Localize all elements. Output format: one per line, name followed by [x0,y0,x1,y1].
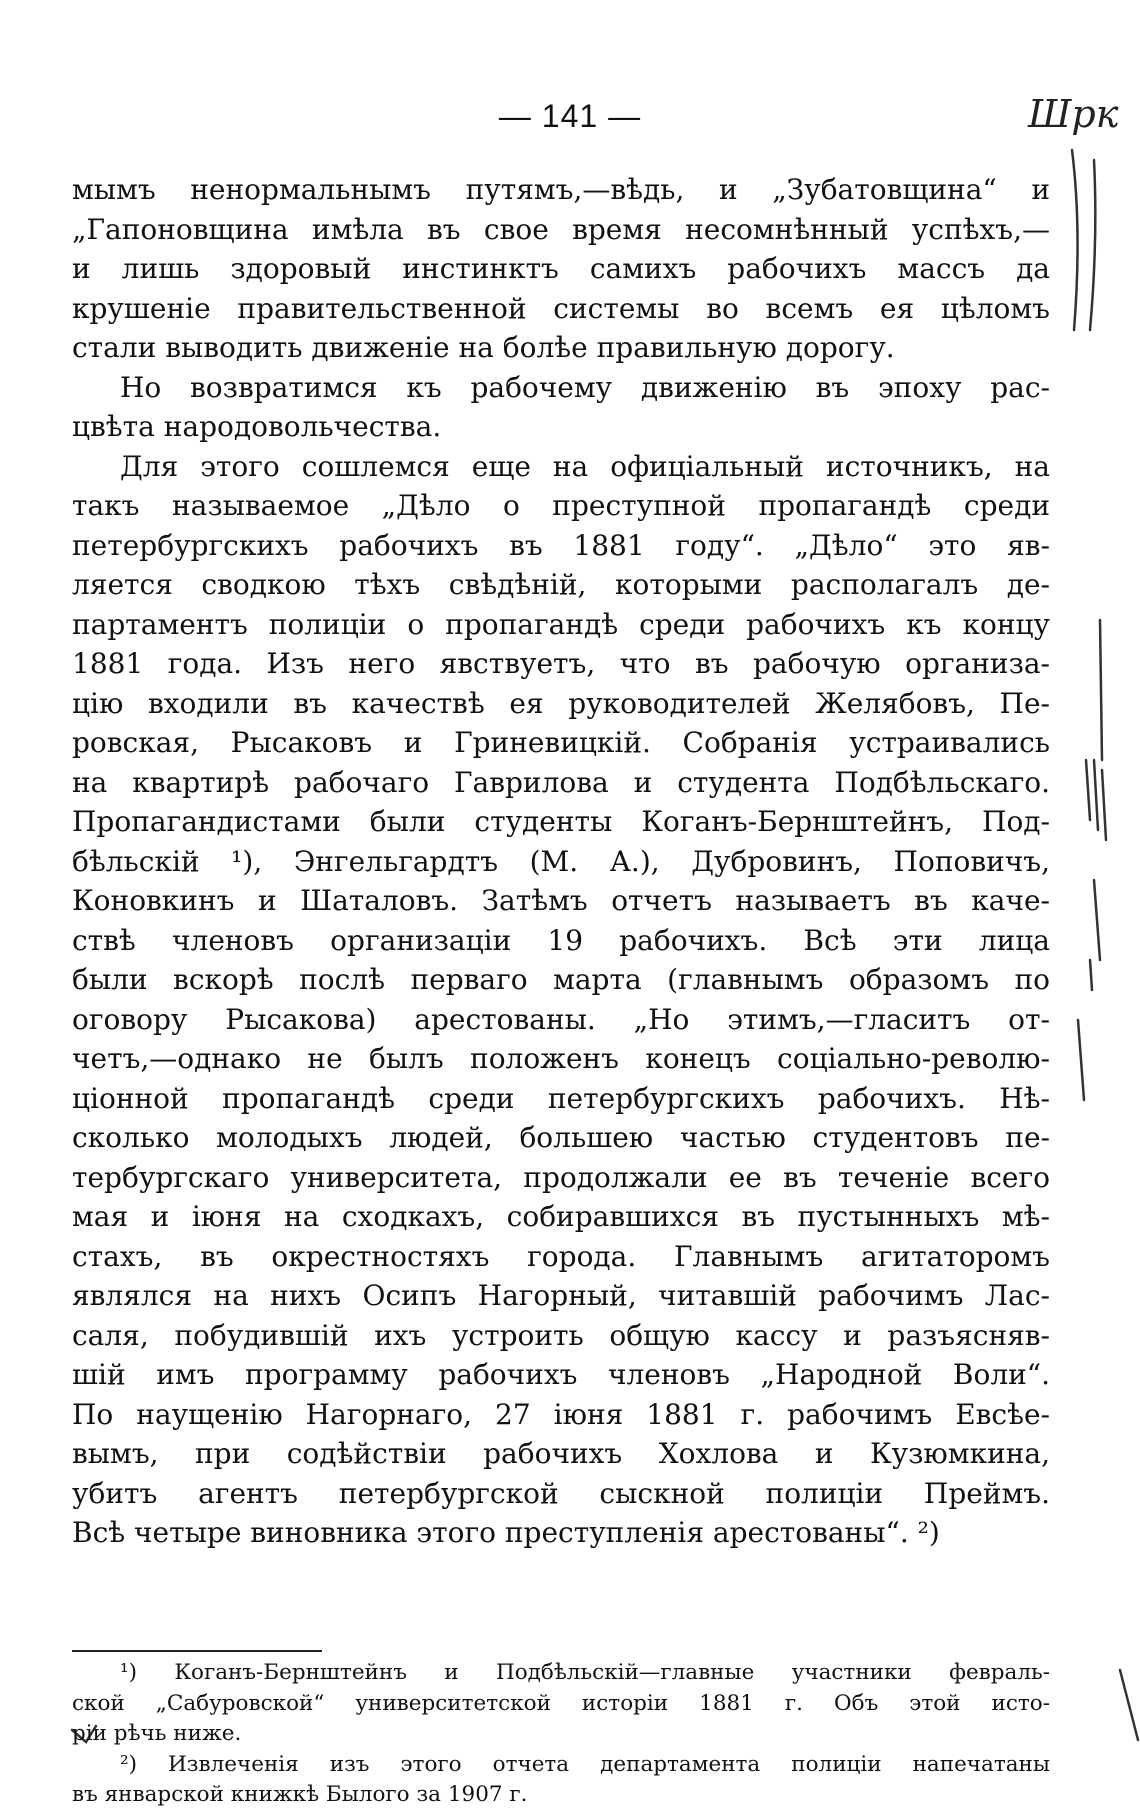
footnote-2 [72,1750,1050,1811]
text-line: „Гапоновщина имѣла въ свое время несомнѣнный успѣхъ,— [72,212,1050,246]
text-line: ціонной пропагандѣ среди петербургскихъ рабочихъ. Нѣ- [72,1081,1050,1115]
text-line: ровская, Рысаковъ и Гриневицкій. Собранія устраивались [72,726,1050,759]
text-line: такъ называемое „Дѣло о преступной пропагандѣ среди [72,489,1050,522]
text-line: крушеніе правительственной системы во всемъ ея цѣломъ [72,291,1050,325]
text-line: ствѣ членовъ организаціи 19 рабочихъ. Всѣ эти лица [72,923,1050,957]
text-line: партаментъ полиціи о пропагандѣ среди рабочихъ къ концу [72,607,1050,641]
text-line: бѣльскій ¹), Энгельгардтъ (М. А.), Дубровинъ, Поповичъ, [72,844,1050,878]
page-number: — 141 — [498,98,642,134]
footnote-line: ской „Сабуровской“ университетской исторіи 1881 г. Объ этой исто- [72,1690,1050,1716]
text-line: мымъ ненормальнымъ путямъ,—вѣдь, и „Зубатовщина“ и [72,173,1050,206]
margin-line-mark [1102,770,1106,840]
footnote-line: ²) Извлеченія изъ этого отчета департамента полиціи напечатаны [120,1751,1050,1777]
text-line: шій имъ программу рабочихъ членовъ „Народной Воли“. [72,1358,1050,1391]
footnote-1 [72,1658,1050,1750]
text-line: Но возвратимся къ рабочему движенію въ эпоху рас- [120,370,1050,404]
text-line: тербургскаго университета, продолжали ее въ теченіе всего [72,1160,1050,1194]
text-line: мая и іюня на сходкахъ, собиравшихся въ пустынныхъ мѣ- [72,1200,1050,1233]
margin-line-mark [1078,1020,1084,1100]
margin-line-mark [1100,620,1102,760]
text-line: четъ,—однако не былъ положенъ конецъ соціально-револю- [72,1042,1050,1075]
text-line: Для этого сошлемся еще на офиціальный источникъ, на [120,449,1050,483]
text-line: цію входили въ качествѣ ея руководителей Желябовъ, Пе- [72,686,1050,720]
text-line: и лишь здоровый инстинктъ самихъ рабочихъ массъ да [72,252,1050,285]
paragraph [72,447,1050,1553]
text-line: оговору Рысакова) арестованы. „Но этимъ,—гласитъ от- [72,1002,1050,1036]
margin-line-mark [1090,960,1092,990]
text-line: стали выводить движеніе на болѣе правильную дорогу. [72,331,895,364]
text-line: были вскорѣ послѣ перваго марта (главнымъ образомъ по [72,963,1050,996]
text-line: вымъ, при содѣйствіи рабочихъ Хохлова и Кузюмкина, [72,1437,1050,1470]
text-line: стахъ, въ окрестностяхъ города. Главнымъ агитаторомъ [72,1239,1050,1273]
text-line: цвѣта народовольчества. [72,410,442,443]
margin-line-mark [1094,880,1100,960]
handwritten-margin-note: Шрк [1028,92,1119,136]
footnote-line: въ январской книжкѣ Былого за 1907 г. [72,1782,528,1807]
text-line: Пропагандистами были студенты Коганъ-Бернштейнъ, Под- [72,805,1050,838]
margin-slash-mark [1120,1670,1138,1740]
footnote-line: ріи рѣчь ниже. [72,1721,242,1746]
text-line: на квартирѣ рабочаго Гаврилова и студента Подбѣльскаго. [72,765,1050,799]
paragraph [72,368,1050,447]
text-line: саля, побудившій ихъ устроить общую кассу и разъясняв- [72,1318,1050,1352]
body-text [72,170,1050,1553]
text-line: Коновкинъ и Шаталовъ. Затѣмъ отчетъ называетъ въ каче- [72,884,1050,917]
text-line: По наущенію Нагорнаго, 27 іюня 1881 г. рабочимъ Евсѣе- [72,1397,1050,1431]
margin-line-mark [1086,760,1090,820]
text-line: являлся на нихъ Осипъ Нагорный, читавшій рабочимъ Лас- [72,1279,1050,1312]
text-line: Всѣ четыре виновника этого преступленія арестованы“. ²) [72,1516,940,1549]
margin-bracket-mark [1072,150,1078,330]
margin-line-mark [1094,760,1098,830]
text-line: сколько молодыхъ людей, большею частью студентовъ пе- [72,1121,1050,1154]
text-line: петербургскихъ рабочихъ въ 1881 году“. „Дѣло“ это яв- [72,528,1050,562]
footnote-line: ¹) Коганъ-Бернштейнъ и Подбѣльскій—главные участники февраль- [120,1660,1050,1685]
text-line: убитъ агентъ петербургской сыскной полиціи Преймъ. [72,1476,1050,1510]
footnotes [72,1658,1050,1811]
margin-bracket-mark [1090,160,1095,330]
footnote-divider [72,1650,322,1652]
paragraph [72,170,1050,368]
text-line: ляется сводкою тѣхъ свѣдѣній, которыми располагалъ де- [72,568,1050,601]
text-line: 1881 года. Изъ него явствуетъ, что въ рабочую организа- [72,647,1050,680]
